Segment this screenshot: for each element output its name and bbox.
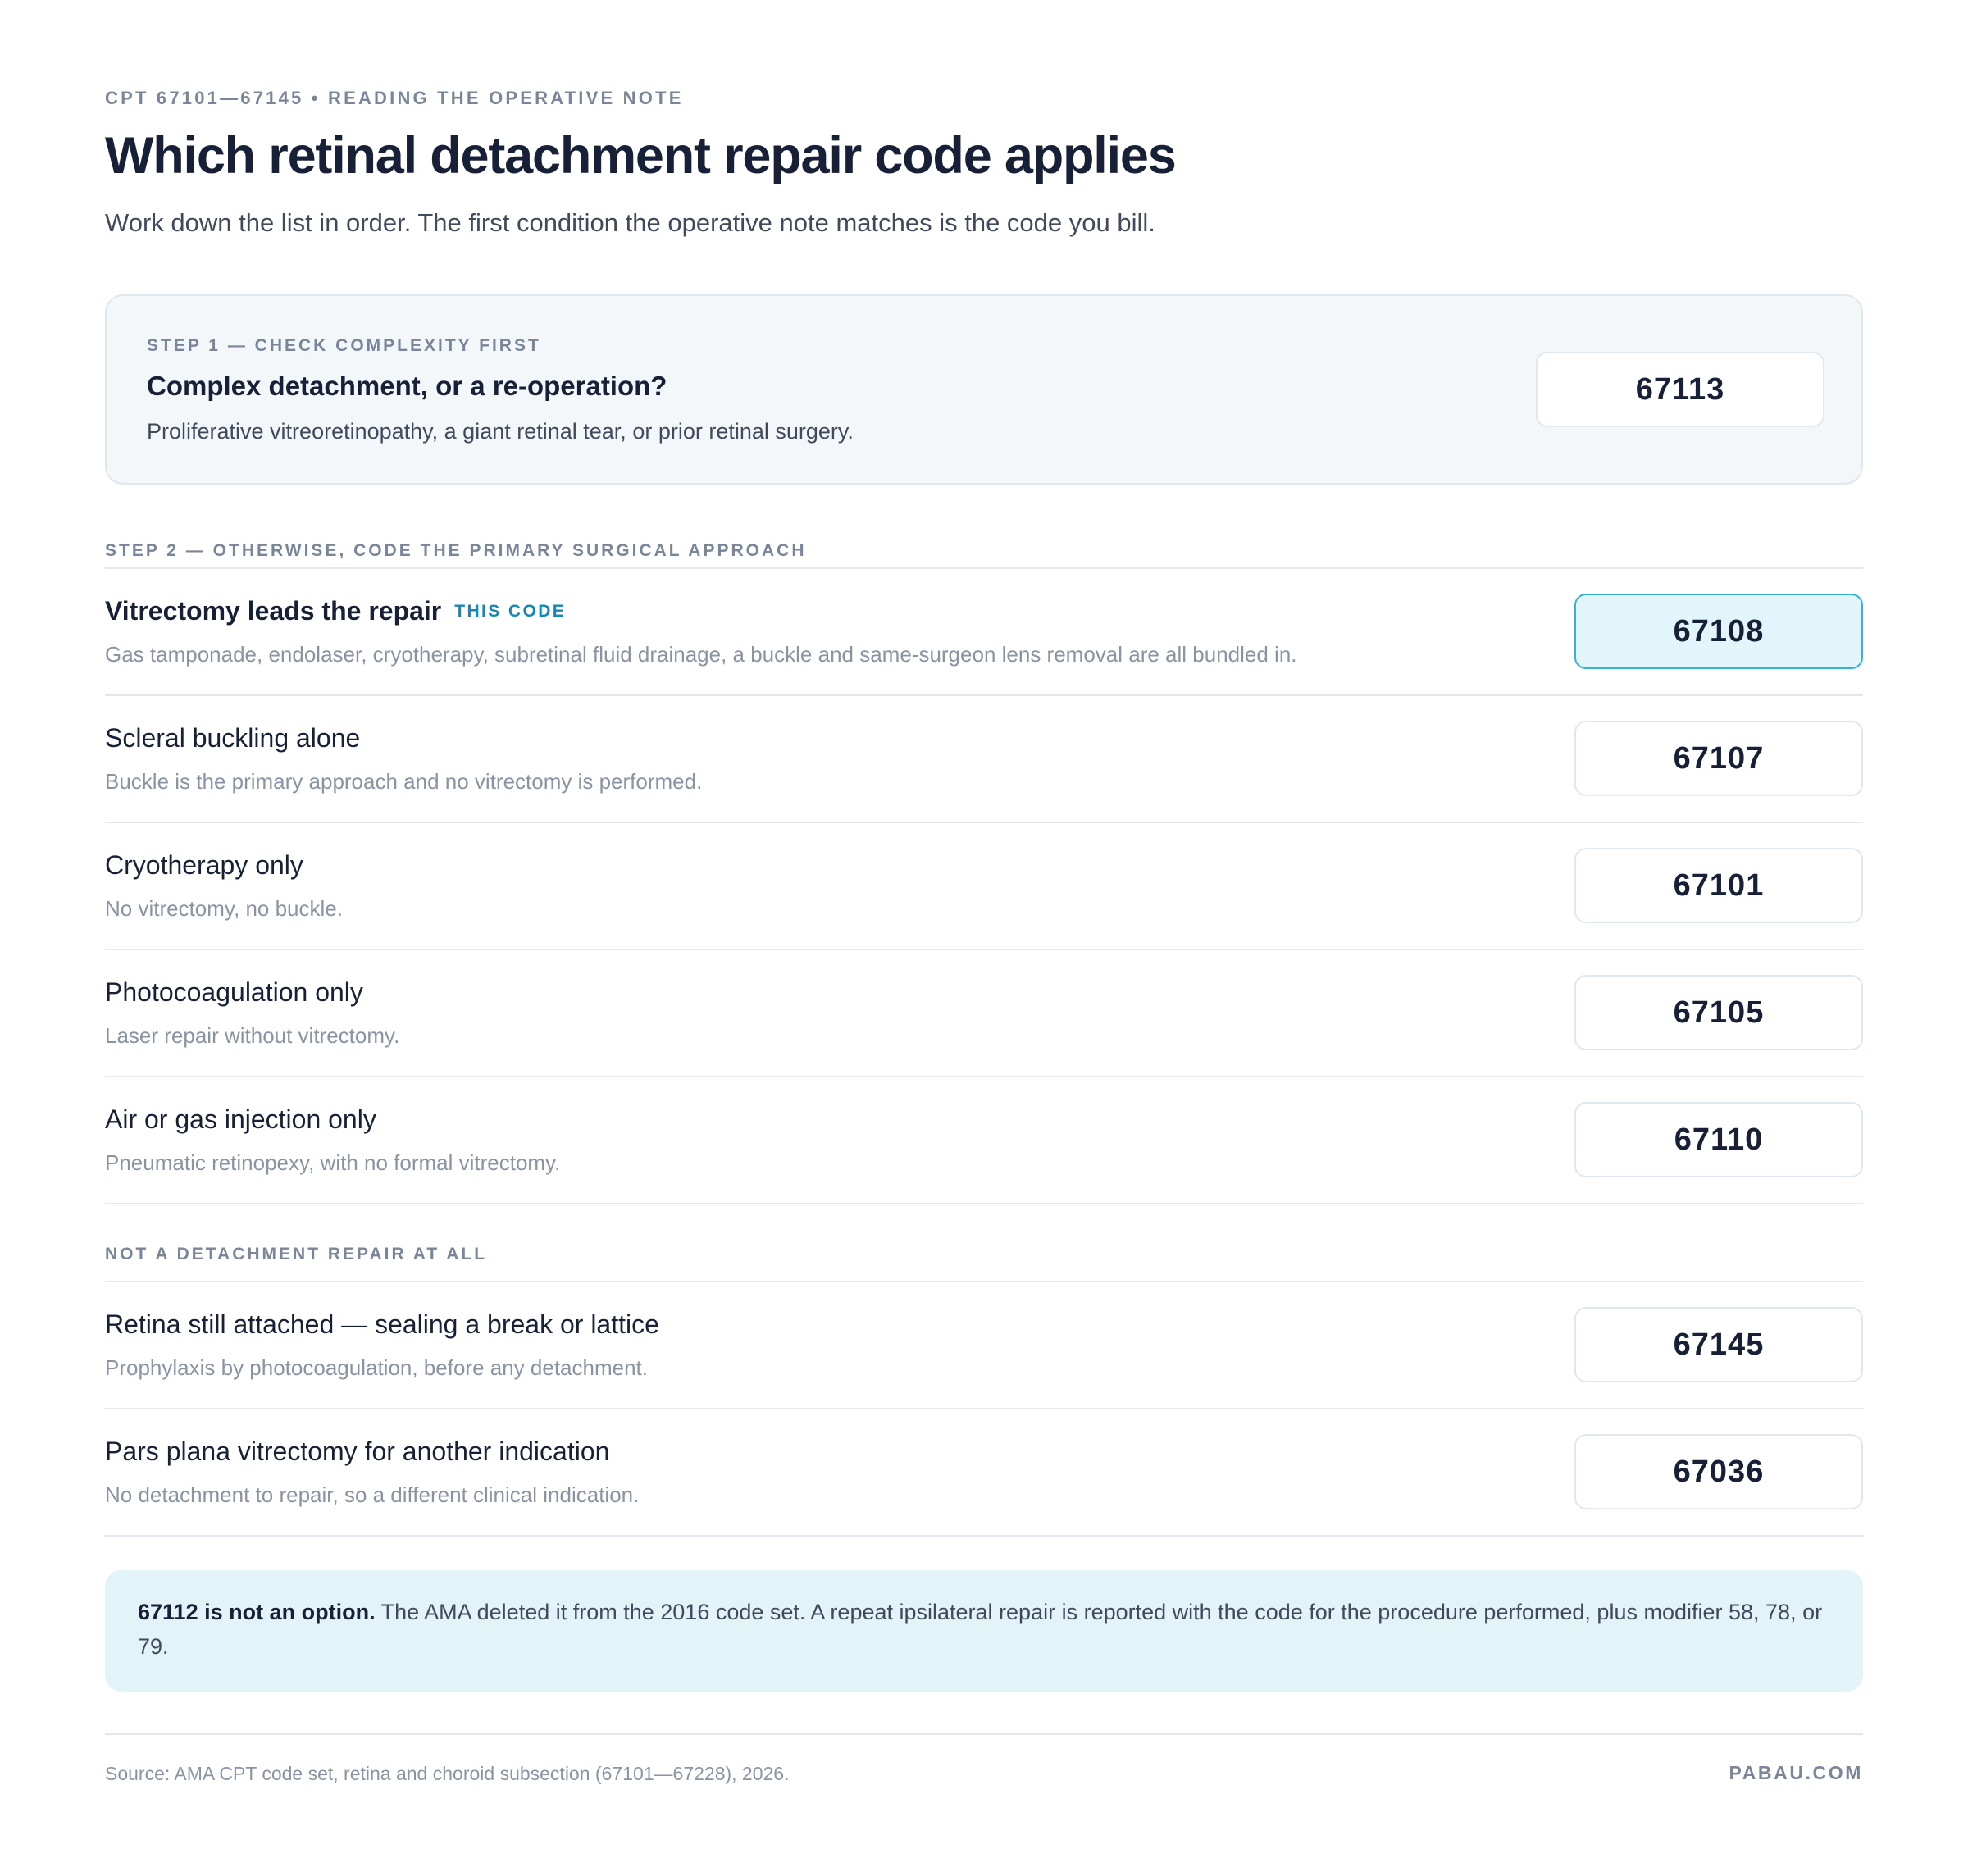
row-description: Prophylaxis by photocoagulation, before any detachment. bbox=[105, 1355, 648, 1380]
row-description: Laser repair without vitrectomy. bbox=[105, 1023, 400, 1048]
page-title: Which retinal detachment repair code applies bbox=[105, 127, 1176, 184]
info-note bbox=[105, 1570, 1863, 1692]
row-title: Photocoagulation only bbox=[105, 977, 363, 1007]
list-item bbox=[105, 568, 1863, 694]
brand-link[interactable]: PABAU.COM bbox=[1729, 1762, 1863, 1783]
list-item bbox=[105, 822, 1863, 949]
list-item bbox=[105, 1282, 1863, 1408]
step1-question: Complex detachment, or a re-operation? bbox=[147, 371, 667, 401]
divider bbox=[105, 1203, 1863, 1204]
row-title: Vitrectomy leads the repair bbox=[105, 596, 442, 626]
row-description: No vitrectomy, no buckle. bbox=[105, 896, 343, 921]
row-title: Cryotherapy only bbox=[105, 850, 303, 880]
step1-card bbox=[105, 294, 1863, 485]
note-bold: 67112 is not an option. bbox=[138, 1600, 376, 1624]
step2-label: STEP 2 — OTHERWISE, CODE THE PRIMARY SURGICAL APPROACH bbox=[105, 541, 807, 560]
list-item bbox=[105, 695, 1863, 822]
not-repair-label: NOT A DETACHMENT REPAIR AT ALL bbox=[105, 1245, 488, 1264]
step1-label: STEP 1 — CHECK COMPLEXITY FIRST bbox=[147, 336, 541, 355]
code-badge: 67036 bbox=[1574, 1434, 1863, 1509]
code-badge: 67145 bbox=[1574, 1307, 1863, 1382]
note-text: The AMA deleted it from the 2016 code set. A repeat ipsilateral repair is reported with the code for the procedure performed, plus modifier 58, 78, or 79. bbox=[138, 1600, 1823, 1659]
list-item bbox=[105, 1077, 1863, 1203]
divider bbox=[105, 1535, 1863, 1537]
list-item bbox=[105, 949, 1863, 1076]
eyebrow: CPT 67101—67145 • READING THE OPERATIVE NOTE bbox=[105, 88, 684, 108]
row-description: No detachment to repair, so a different clinical indication. bbox=[105, 1482, 640, 1507]
divider bbox=[105, 1733, 1863, 1735]
row-title: Air or gas injection only bbox=[105, 1104, 376, 1134]
row-title: Scleral buckling alone bbox=[105, 723, 361, 753]
code-badge: 67101 bbox=[1574, 848, 1863, 923]
list-item bbox=[105, 1409, 1863, 1535]
code-badge: 67107 bbox=[1574, 721, 1863, 796]
row-title-wrap bbox=[105, 596, 566, 626]
step1-description: Proliferative vitreoretinopathy, a giant retinal tear, or prior retinal surgery. bbox=[147, 419, 854, 444]
row-title: Retina still attached — sealing a break or lattice bbox=[105, 1309, 659, 1339]
page-subtitle: Work down the list in order. The first condition the operative note matches is the code you bill. bbox=[105, 208, 1155, 237]
row-description: Gas tamponade, endolaser, cryotherapy, subretinal fluid drainage, a buckle and same-surgeon lens removal are all bundled in. bbox=[105, 642, 1297, 667]
row-title: Pars plana vitrectomy for another indication bbox=[105, 1437, 610, 1466]
row-description: Pneumatic retinopexy, with no formal vitrectomy. bbox=[105, 1150, 561, 1175]
code-badge: 67105 bbox=[1574, 975, 1863, 1050]
source-note: Source: AMA CPT code set, retina and choroid subsection (67101—67228), 2026. bbox=[105, 1763, 790, 1784]
code-badge-highlighted: 67108 bbox=[1574, 594, 1863, 669]
code-badge-step1: 67113 bbox=[1536, 352, 1824, 427]
code-badge: 67110 bbox=[1574, 1102, 1863, 1177]
this-code-tag: THIS CODE bbox=[454, 602, 567, 621]
row-description: Buckle is the primary approach and no vitrectomy is performed. bbox=[105, 769, 703, 794]
